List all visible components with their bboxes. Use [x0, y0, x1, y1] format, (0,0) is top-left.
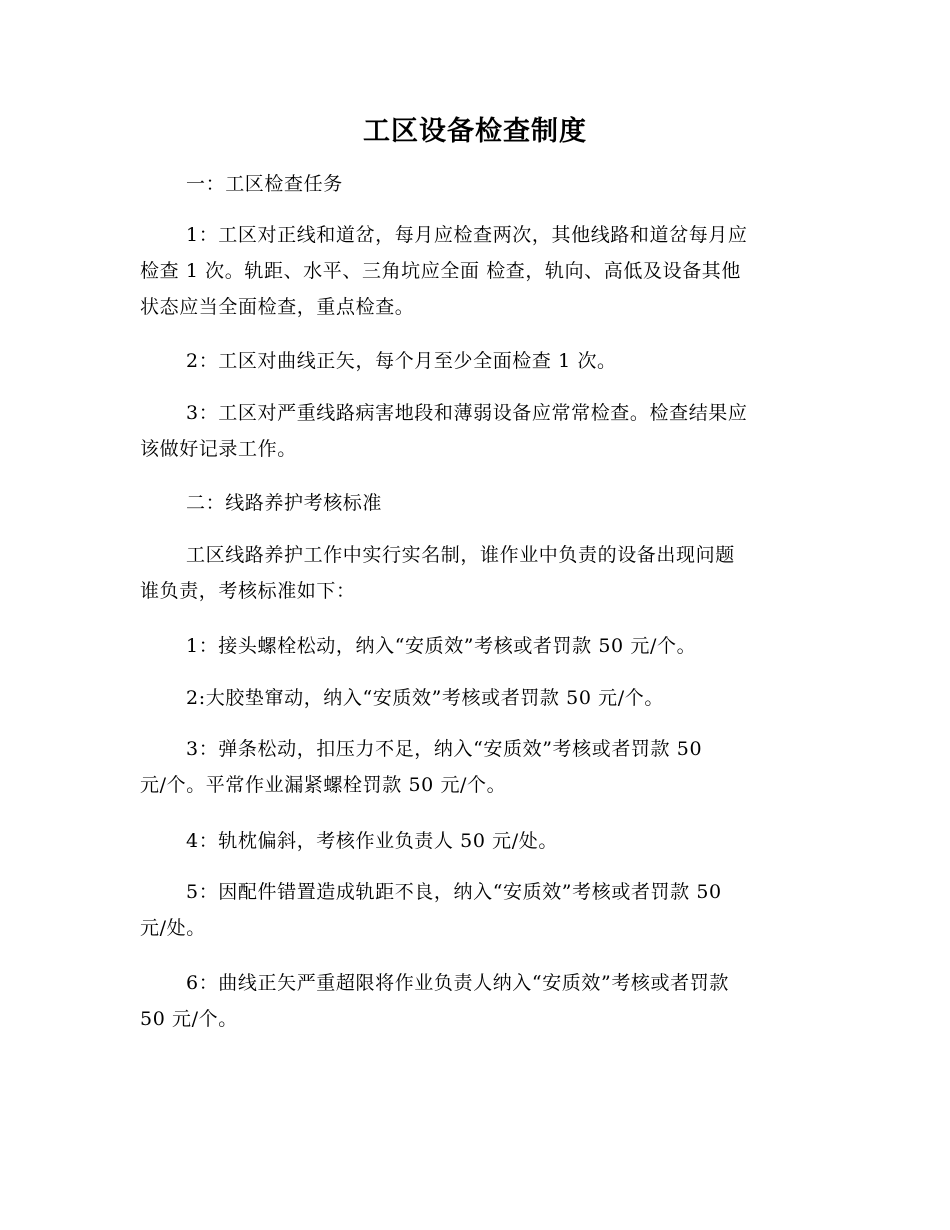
paragraph-line: 2：工区对曲线正矢，每个月至少全面检查 1 次。: [186, 350, 617, 372]
paragraph-line: 1：接头螺栓松动，纳入“安质效”考核或者罚款 50 元/个。: [186, 635, 697, 657]
paragraph-line: 工区线路养护工作中实行实名制，谁作业中负责的设备出现问题: [186, 544, 735, 566]
standard-item-1: [140, 628, 808, 664]
standard-item-4: [140, 823, 808, 859]
paragraph-line: 状态应当全面检查，重点检查。: [140, 296, 415, 318]
paragraph-line: 二：线路养护考核标准: [186, 492, 383, 514]
paragraph-line: 2:大胶垫窜动，纳入“安质效”考核或者罚款 50 元/个。: [186, 687, 664, 709]
page-title: 工区设备检查制度: [363, 116, 587, 147]
paragraph-item-2: [140, 343, 808, 379]
paragraph-item-3: [140, 395, 808, 467]
paragraph-line: 一：工区检查任务: [186, 173, 343, 195]
standard-item-2: [140, 680, 808, 716]
paragraph-line: 6：曲线正矢严重超限将作业负责人纳入“安质效”考核或者罚款: [186, 972, 729, 994]
paragraph-line: 检查 1 次。轨距、水平、三角坑应全面 检查，轨向、高低及设备其他: [140, 260, 742, 282]
paragraph-line: 3：弹条松动，扣压力不足，纳入“安质效”考核或者罚款 50: [186, 738, 703, 760]
paragraph-line: 1：工区对正线和道岔，每月应检查两次，其他线路和道岔每月应: [186, 224, 748, 246]
standard-item-3: [140, 731, 808, 803]
paragraph-line: 该做好记录工作。: [140, 438, 297, 460]
paragraph-real-name-system: [140, 537, 808, 609]
paragraph-line: 5：因配件错置造成轨距不良，纳入“安质效”考核或者罚款 50: [186, 881, 722, 903]
paragraph-line: 50 元/个。: [140, 1008, 238, 1030]
section-heading-assessment-standards: [140, 485, 808, 521]
paragraph-item-1: [140, 217, 808, 325]
section-heading-inspection-tasks: [140, 166, 808, 202]
standard-item-6: [140, 965, 808, 1037]
standard-item-5: [140, 874, 808, 946]
paragraph-line: 元/个。平常作业漏紧螺栓罚款 50 元/个。: [140, 774, 507, 796]
paragraph-line: 元/处。: [140, 917, 206, 939]
paragraph-line: 谁负责，考核标准如下：: [140, 580, 356, 602]
paragraph-line: 3：工区对严重线路病害地段和薄弱设备应常常检查。检查结果应: [186, 402, 748, 424]
paragraph-line: 4：轨枕偏斜，考核作业负责人 50 元/处。: [186, 830, 558, 852]
